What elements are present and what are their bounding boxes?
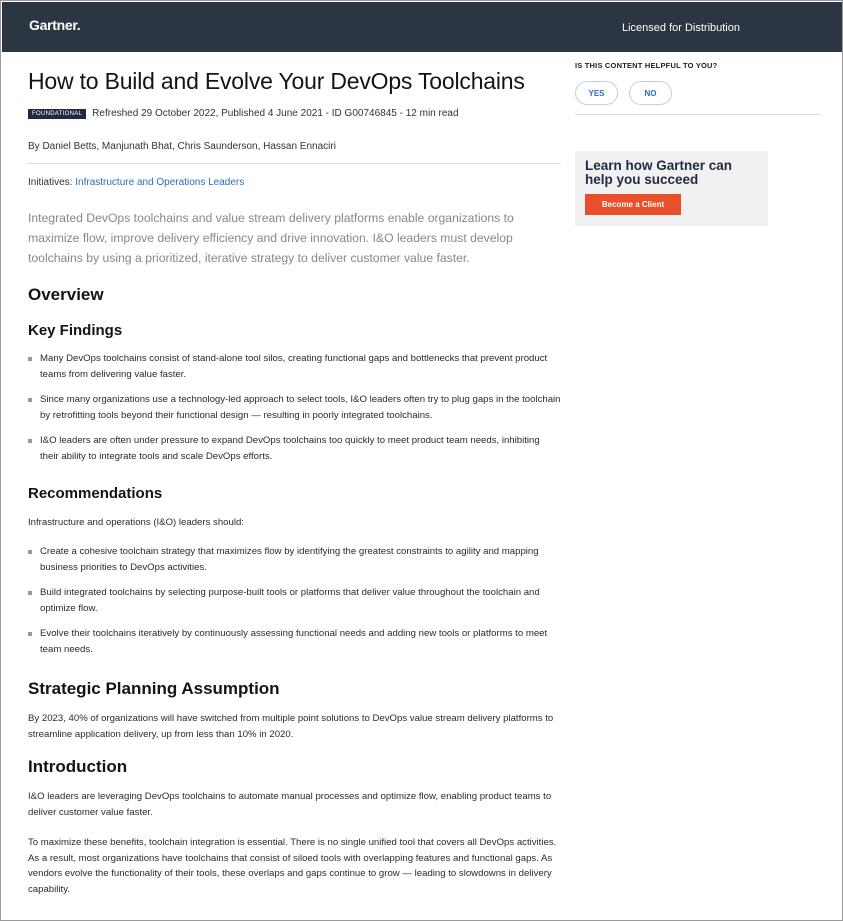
list-item: I&O leaders are often under pressure to expand DevOps toolchains too quickly to meet product team needs, inhibiting their ability to integrate tools and scale DevOps efforts.: [28, 433, 561, 464]
introduction-heading: Introduction: [28, 757, 128, 776]
list-item: Create a cohesive toolchain strategy that maximizes flow by identifying the greatest constraints to agility and mapping business priorities to DevOps activities.: [28, 544, 561, 575]
article-meta: [28, 108, 459, 119]
spa-text: By 2023, 40% of organizations will have switched from multiple point solutions to DevOps value stream delivery platforms to streamline application delivery, up from less than 10% in 2020.: [28, 713, 554, 740]
helpful-question: IS THIS CONTENT HELPFUL TO YOU?: [575, 61, 718, 70]
gartner-logo[interactable]: Gartner.: [29, 17, 81, 33]
top-bar: [2, 2, 843, 52]
overview-heading: Overview: [28, 285, 104, 304]
yes-button[interactable]: YES: [575, 81, 618, 105]
list-item: Build integrated toolchains by selecting purpose-built tools or platforms that deliver value throughout the toolchain and optimize flow.: [28, 585, 561, 616]
foundational-badge: FOUNDATIONAL: [28, 109, 86, 119]
page-title: How to Build and Evolve Your DevOps Toolchains: [28, 68, 525, 94]
sidebar-divider: [575, 114, 821, 115]
key-findings-list: [28, 351, 561, 464]
spa-heading: Strategic Planning Assumption: [28, 679, 280, 698]
become-client-button[interactable]: Become a Client: [585, 194, 681, 215]
list-item: Evolve their toolchains iteratively by continuously assessing functional needs and adding new tools or platforms to meet team needs.: [28, 626, 561, 657]
no-button[interactable]: NO: [629, 81, 672, 105]
initiatives-link[interactable]: Infrastructure and Operations Leaders: [75, 177, 245, 188]
divider: [28, 163, 561, 164]
initiatives: [28, 177, 244, 188]
licensed-label: Licensed for Distribution: [621, 22, 740, 34]
key-findings-heading: Key Findings: [28, 322, 123, 339]
initiatives-label: Initiatives:: [28, 177, 73, 188]
summary: Integrated DevOps toolchains and value stream delivery platforms enable organizations to maximize flow, improve delivery efficiency and drive innovation. I&O leaders must develop toolchains by using a prioritized, iterative strategy to deliver customer value faster.: [28, 211, 514, 265]
promo-box: [575, 151, 768, 226]
list-item: Since many organizations use a technology-led approach to select tools, I&O leaders often try to plug gaps in the toolchain by retrofitting tools beyond their functional design — resulting in poorly integrated toolchains.: [28, 392, 561, 423]
intro-paragraph-2: To maximize these benefits, toolchain integration is essential. There is no single unified tool that covers all DevOps activities. As a result, most organizations have toolchains that consist of siloed tools with overlapping features and functional gaps. As vendors evolve the functionality of their tools, these overlaps and gaps continue to grow — leading to slowdowns in delivery capability.: [28, 837, 557, 895]
authors: By Daniel Betts, Manjunath Bhat, Chris Saunderson, Hassan Ennaciri: [28, 141, 336, 152]
recommendations-heading: Recommendations: [28, 485, 163, 502]
recommendations-intro: Infrastructure and operations (I&O) leaders should:: [28, 517, 244, 528]
recommendations-list: [28, 544, 561, 657]
promo-title: Learn how Gartner can help you succeed: [585, 158, 733, 187]
publication-info: Refreshed 29 October 2022, Published 4 June 2021 - ID G00746845 - 12 min read: [92, 108, 459, 119]
intro-paragraph-1: I&O leaders are leveraging DevOps toolchains to automate manual processes and optimize flow, enabling product teams to deliver customer value faster.: [28, 791, 552, 818]
list-item: Many DevOps toolchains consist of stand-alone tool silos, creating functional gaps and bottlenecks that prevent product teams from delivering value faster.: [28, 351, 561, 382]
